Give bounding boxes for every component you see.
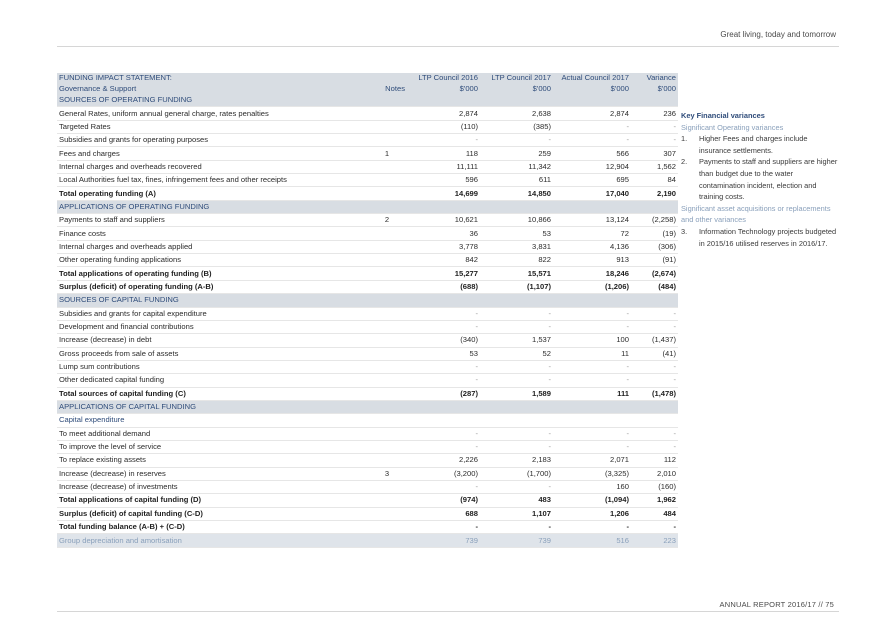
cell-variance: 112	[663, 455, 676, 465]
table-row	[57, 414, 678, 427]
cell-ltp-2016: (287)	[460, 388, 478, 398]
table-body	[57, 94, 678, 547]
row-note-ref	[367, 440, 407, 453]
total-row	[57, 507, 678, 520]
table-row	[57, 440, 678, 453]
cell-actual-2017: (1,206)	[604, 281, 629, 291]
cell-variance: 84	[667, 175, 676, 185]
cell-ltp-2016: -	[475, 375, 478, 385]
cell-ltp-2017: 2,638	[531, 108, 551, 118]
cell-ltp-2016: (110)	[460, 121, 478, 131]
section-header-row	[57, 94, 678, 107]
cell-ltp-2016: (3,200)	[453, 468, 478, 478]
cell-ltp-2017: 1,107	[531, 508, 551, 518]
cell-ltp-2016	[407, 414, 480, 427]
cell-variance	[631, 294, 678, 307]
row-label: Total applications of operating funding (B)	[59, 268, 212, 278]
row-note-ref	[367, 94, 407, 107]
cell-variance	[631, 400, 678, 413]
cell-actual-2017: 913	[616, 255, 629, 265]
cell-ltp-2017: -	[548, 428, 551, 438]
row-note-ref	[367, 507, 407, 520]
row-label: General Rates, uniform annual general charge, rates penalties	[59, 108, 269, 118]
cell-ltp-2016: -	[475, 362, 478, 372]
row-label: Total sources of capital funding (C)	[59, 388, 186, 398]
total-row	[57, 187, 678, 200]
cell-ltp-2016: (974)	[460, 495, 478, 505]
total-row	[57, 280, 678, 293]
cell-ltp-2016: 2,874	[458, 108, 478, 118]
row-label: Subsidies and grants for capital expenditure	[59, 308, 207, 318]
cell-actual-2017	[553, 400, 631, 413]
table-subtitle: Governance & Support	[59, 84, 137, 93]
variance-note-text: Information Technology projects budgeted in 2015/16 utilised reserves in 2016/17.	[699, 226, 837, 248]
cell-variance: (1,478)	[651, 388, 676, 398]
cell-ltp-2016: 11,111	[456, 161, 478, 171]
cell-actual-2017	[553, 200, 631, 213]
cell-ltp-2016: 596	[465, 175, 478, 185]
cell-ltp-2017: (1,107)	[526, 281, 551, 291]
row-label: Group depreciation and amortisation	[57, 534, 367, 547]
col-unit-actual-2017: $'000	[610, 84, 629, 93]
total-row	[57, 387, 678, 400]
cell-actual-2017: -	[626, 362, 629, 372]
row-label: Total applications of capital funding (D)	[59, 495, 202, 505]
cell-variance: -	[673, 322, 676, 332]
cell-ltp-2017: 11,342	[528, 161, 551, 171]
cell-ltp-2017: -	[548, 322, 551, 332]
table-header-row-1	[57, 73, 678, 83]
col-header-ltp-2016: LTP Council 2016	[418, 73, 478, 82]
row-note-ref: 3	[384, 468, 390, 478]
header-tagline: Great living, today and tomorrow	[720, 30, 836, 39]
row-label: Finance costs	[59, 228, 106, 238]
cell-variance	[631, 200, 678, 213]
row-label: APPLICATIONS OF OPERATING FUNDING	[59, 201, 210, 211]
cell-ltp-2017: 52	[542, 348, 551, 358]
operating-variances-heading: Significant Operating variances	[681, 122, 784, 132]
table-row	[57, 134, 678, 147]
cell-ltp-2017: 15,571	[527, 268, 551, 278]
cell-actual-2017: 17,040	[605, 188, 629, 198]
cell-variance: 1,562	[656, 161, 676, 171]
row-note-ref	[367, 427, 407, 440]
cell-actual-2017: 12,904	[605, 161, 629, 171]
row-label: Increase (decrease) in debt	[59, 335, 152, 345]
cell-ltp-2017: -	[548, 522, 551, 532]
cell-variance: (2,258)	[651, 215, 676, 225]
cell-ltp-2017: 483	[538, 495, 551, 505]
cell-actual-2017: -	[626, 322, 629, 332]
cell-ltp-2017: 259	[538, 148, 551, 158]
row-note-ref	[367, 414, 407, 427]
cell-ltp-2017	[480, 200, 553, 213]
variance-note-number: 1.	[681, 134, 688, 144]
variance-note-item	[681, 156, 841, 202]
cell-actual-2017: -	[626, 428, 629, 438]
row-label: Total operating funding (A)	[59, 188, 156, 198]
table-row	[57, 160, 678, 173]
cell-ltp-2017	[480, 414, 553, 427]
cell-ltp-2016: -	[475, 308, 478, 318]
cell-actual-2017: 72	[620, 228, 629, 238]
variance-note-number: 2.	[681, 157, 688, 167]
row-label: Capital expenditure	[59, 415, 125, 425]
cell-actual-2017: -	[626, 308, 629, 318]
row-note-ref	[367, 400, 407, 413]
cell-ltp-2016: 10,621	[454, 215, 478, 225]
table-row	[57, 214, 678, 227]
table-row	[57, 254, 678, 267]
cell-variance: 2,010	[656, 468, 676, 478]
cell-actual-2017: 18,246	[605, 268, 629, 278]
table-row	[57, 467, 678, 480]
cell-actual-2017: 11	[621, 348, 629, 358]
total-row	[57, 267, 678, 280]
cell-ltp-2017: -	[548, 308, 551, 318]
table-row	[57, 320, 678, 333]
table-row	[57, 147, 678, 160]
row-label: Internal charges and overheads applied	[59, 241, 193, 251]
cell-ltp-2017: -	[548, 362, 551, 372]
cell-ltp-2016: 36	[469, 228, 478, 238]
cell-actual-2017: 2,874	[609, 108, 629, 118]
col-header-ltp-2017: LTP Council 2017	[491, 73, 551, 82]
row-note-ref	[367, 160, 407, 173]
funding-impact-table	[57, 73, 678, 548]
cell-actual-2017: 2,071	[609, 455, 629, 465]
cell-ltp-2016: 15,277	[454, 268, 478, 278]
row-label: Increase (decrease) in reserves	[59, 468, 166, 478]
row-note-ref: 1	[384, 148, 390, 158]
cell-ltp-2017: -	[548, 375, 551, 385]
row-note-ref	[367, 307, 407, 320]
section-header-row	[57, 400, 678, 413]
row-note-ref	[367, 387, 407, 400]
row-label: Surplus (deficit) of operating funding (A-B)	[59, 281, 214, 291]
cell-ltp-2016: -	[475, 522, 478, 532]
cell-variance	[631, 94, 678, 107]
cell-actual-2017: -	[626, 135, 629, 145]
table-row	[57, 360, 678, 373]
cell-ltp-2016: 118	[465, 148, 478, 158]
cell-actual-2017: 516	[553, 534, 631, 547]
row-note-ref	[367, 347, 407, 360]
cell-ltp-2016: (340)	[460, 335, 478, 345]
cell-actual-2017: -	[626, 522, 629, 532]
row-label: Targeted Rates	[59, 121, 111, 131]
row-label: To improve the level of service	[59, 442, 162, 452]
cell-ltp-2016	[407, 294, 480, 307]
cell-ltp-2017: 1,589	[531, 388, 551, 398]
row-note-ref	[367, 134, 407, 147]
cell-ltp-2017: 1,537	[531, 335, 551, 345]
col-header-actual-2017: Actual Council 2017	[561, 73, 629, 82]
cell-variance: 236	[663, 108, 676, 118]
cell-variance: -	[673, 308, 676, 318]
row-label: Payments to staff and suppliers	[59, 215, 165, 225]
cell-ltp-2016: 842	[465, 255, 478, 265]
row-note-ref	[367, 374, 407, 387]
row-label: To replace existing assets	[59, 455, 146, 465]
cell-variance: (41)	[662, 348, 676, 358]
section-header-row	[57, 200, 678, 213]
cell-variance: (91)	[662, 255, 676, 265]
cell-actual-2017: -	[626, 375, 629, 385]
cell-ltp-2017: 10,866	[527, 215, 551, 225]
cell-variance: (484)	[658, 281, 676, 291]
col-unit-ltp-2016: $'000	[459, 84, 478, 93]
cell-actual-2017: 13,124	[605, 215, 629, 225]
table-row	[57, 480, 678, 493]
table-row	[57, 534, 678, 547]
col-header-variance: Variance	[646, 73, 676, 82]
key-variances-panel	[681, 110, 841, 249]
total-row	[57, 494, 678, 507]
row-note-ref	[367, 187, 407, 200]
cell-ltp-2016: 14,699	[454, 188, 478, 198]
cell-ltp-2017: 611	[538, 175, 551, 185]
row-note-ref	[367, 480, 407, 493]
table-title: FUNDING IMPACT STATEMENT:	[59, 73, 172, 82]
cell-ltp-2016: 3,778	[458, 241, 478, 251]
row-label: SOURCES OF OPERATING FUNDING	[59, 95, 193, 105]
table-row	[57, 374, 678, 387]
cell-variance: (2,674)	[651, 268, 676, 278]
total-row	[57, 521, 678, 534]
cell-ltp-2017: (1,700)	[526, 468, 551, 478]
table-row	[57, 427, 678, 440]
cell-actual-2017: 4,136	[609, 241, 629, 251]
cell-ltp-2017: 3,831	[531, 241, 551, 251]
cell-ltp-2017	[480, 94, 553, 107]
cell-variance: -	[673, 121, 676, 131]
cell-actual-2017: 111	[617, 388, 629, 398]
variance-note-text: Payments to staff and suppliers are higher than budget due to the water contamination incident, election and training costs.	[699, 157, 838, 202]
col-unit-variance: $'000	[657, 84, 676, 93]
cell-ltp-2016: 688	[465, 508, 478, 518]
row-label: SOURCES OF CAPITAL FUNDING	[59, 295, 179, 305]
cell-actual-2017: 100	[616, 335, 629, 345]
cell-ltp-2016	[407, 400, 480, 413]
cell-ltp-2017: 14,850	[527, 188, 551, 198]
row-label: Development and financial contributions	[59, 322, 194, 332]
cell-actual-2017: 1,206	[609, 508, 629, 518]
row-note-ref	[367, 320, 407, 333]
row-note-ref	[367, 334, 407, 347]
header-divider	[57, 46, 839, 47]
table-row	[57, 120, 678, 133]
table-row	[57, 107, 678, 120]
cell-actual-2017: 160	[616, 482, 629, 492]
cell-ltp-2016: -	[475, 482, 478, 492]
cell-ltp-2016: -	[475, 135, 478, 145]
cell-ltp-2016: -	[475, 428, 478, 438]
row-note-ref	[367, 494, 407, 507]
cell-ltp-2016: 53	[469, 348, 478, 358]
cell-ltp-2017: -	[548, 135, 551, 145]
asset-variances-heading: Significant asset acquisitions or replacements and other variances	[681, 203, 831, 225]
cell-actual-2017: 566	[616, 148, 629, 158]
row-note-ref	[367, 280, 407, 293]
variance-note-text: Higher Fees and charges include insurance settlements.	[699, 134, 808, 155]
cell-ltp-2017: -	[548, 482, 551, 492]
row-label: Other operating funding applications	[59, 255, 182, 265]
row-label: Internal charges and overheads recovered	[59, 161, 202, 171]
cell-actual-2017: 695	[616, 175, 629, 185]
row-note-ref	[367, 200, 407, 213]
cell-ltp-2016: -	[475, 442, 478, 452]
cell-actual-2017: (3,325)	[604, 468, 629, 478]
row-note-ref	[367, 240, 407, 253]
cell-variance: (306)	[658, 241, 676, 251]
cell-ltp-2017: 53	[542, 228, 551, 238]
row-label: Total funding balance (A-B) + (C-D)	[59, 522, 185, 532]
cell-ltp-2016: 2,226	[458, 455, 478, 465]
cell-ltp-2016: (688)	[460, 281, 478, 291]
row-label: Subsidies and grants for operating purposes	[59, 135, 209, 145]
cell-variance: -	[673, 442, 676, 452]
col-header-notes: Notes	[385, 84, 405, 93]
page-footer: ANNUAL REPORT 2016/17 // 75	[719, 600, 834, 609]
key-variances-title: Key Financial variances	[681, 111, 765, 120]
cell-ltp-2017: 2,183	[531, 455, 551, 465]
cell-variance: 223	[631, 534, 678, 547]
col-unit-ltp-2017: $'000	[532, 84, 551, 93]
row-note-ref	[367, 521, 407, 534]
row-note-ref	[367, 534, 407, 547]
row-note-ref	[367, 120, 407, 133]
variance-note-item	[681, 133, 841, 156]
table-row	[57, 334, 678, 347]
cell-ltp-2016: -	[475, 322, 478, 332]
cell-actual-2017	[553, 294, 631, 307]
cell-actual-2017: -	[626, 121, 629, 131]
section-header-row	[57, 294, 678, 307]
cell-ltp-2016	[407, 94, 480, 107]
row-note-ref	[367, 254, 407, 267]
row-label: APPLICATIONS OF CAPITAL FUNDING	[59, 402, 196, 412]
row-note-ref	[367, 360, 407, 373]
table-row	[57, 240, 678, 253]
variance-note-number: 3.	[681, 226, 688, 236]
cell-variance: -	[673, 522, 676, 532]
row-label: Fees and charges	[59, 148, 120, 158]
cell-actual-2017	[553, 414, 631, 427]
table-row	[57, 227, 678, 240]
table-row	[57, 454, 678, 467]
table-header-row-2	[57, 83, 678, 94]
row-label: Increase (decrease) of investments	[59, 482, 178, 492]
row-note-ref	[367, 294, 407, 307]
cell-variance: 1,962	[656, 495, 676, 505]
cell-actual-2017	[553, 94, 631, 107]
cell-variance: -	[673, 135, 676, 145]
cell-variance: (19)	[662, 228, 676, 238]
row-note-ref	[367, 107, 407, 120]
row-label: Gross proceeds from sale of assets	[59, 348, 179, 358]
row-label: Surplus (deficit) of capital funding (C-D)	[59, 508, 203, 518]
cell-actual-2017: (1,094)	[604, 495, 629, 505]
row-note-ref	[367, 454, 407, 467]
cell-variance: -	[673, 362, 676, 372]
cell-variance	[631, 414, 678, 427]
row-note-ref	[367, 174, 407, 187]
variance-note-item	[681, 226, 841, 249]
table-row	[57, 307, 678, 320]
cell-variance: 484	[663, 508, 676, 518]
cell-ltp-2016	[407, 200, 480, 213]
row-label: Other dedicated capital funding	[59, 375, 165, 385]
cell-ltp-2017	[480, 400, 553, 413]
cell-variance: -	[673, 428, 676, 438]
cell-ltp-2017	[480, 294, 553, 307]
cell-ltp-2017: -	[548, 442, 551, 452]
cell-variance: 307	[663, 148, 676, 158]
footer-divider	[57, 611, 839, 612]
cell-variance: 2,190	[656, 188, 676, 198]
cell-ltp-2016: 739	[407, 534, 480, 547]
cell-variance: (1,437)	[651, 335, 676, 345]
row-note-ref	[367, 227, 407, 240]
cell-variance: (160)	[658, 482, 676, 492]
cell-ltp-2017: (385)	[533, 121, 551, 131]
row-label: Local Authorities fuel tax, fines, infringement fees and other receipts	[59, 175, 287, 185]
cell-ltp-2017: 822	[538, 255, 551, 265]
table-row	[57, 174, 678, 187]
cell-actual-2017: -	[626, 442, 629, 452]
row-note-ref: 2	[384, 215, 390, 225]
row-note-ref	[367, 267, 407, 280]
row-label: To meet additional demand	[59, 428, 151, 438]
cell-variance: -	[673, 375, 676, 385]
table-row	[57, 347, 678, 360]
cell-ltp-2017: 739	[480, 534, 553, 547]
row-label: Lump sum contributions	[59, 362, 140, 372]
